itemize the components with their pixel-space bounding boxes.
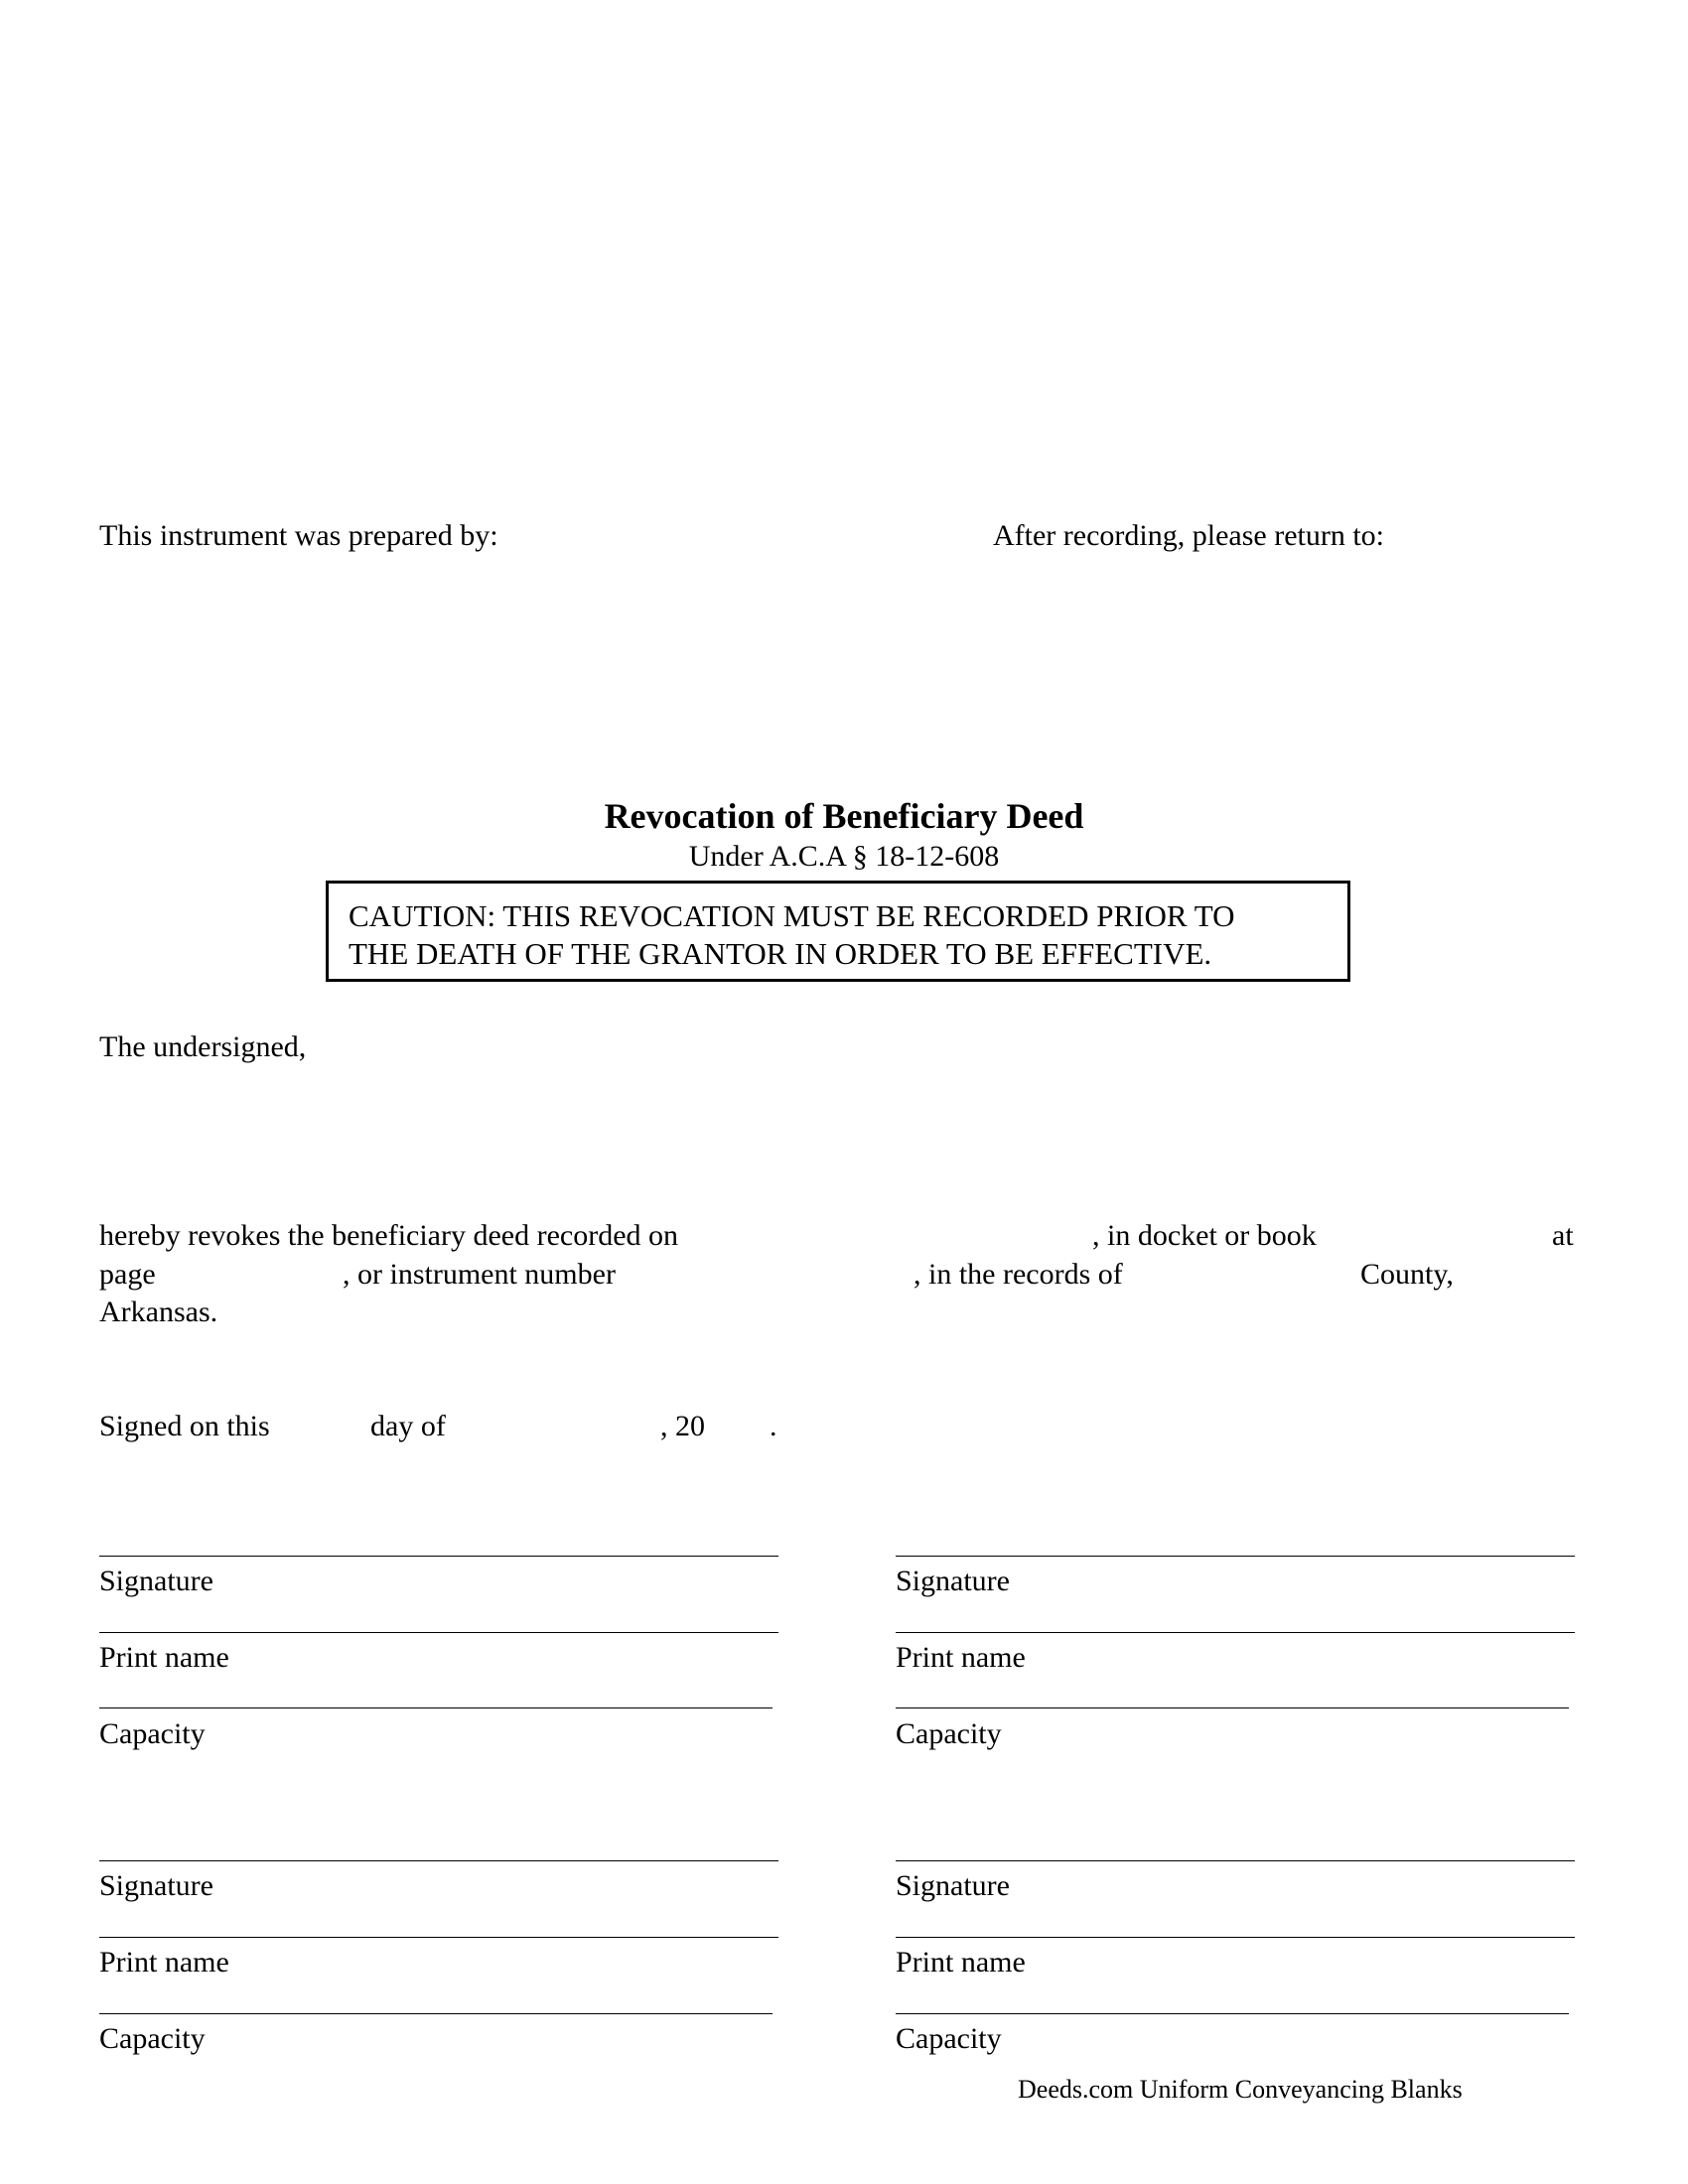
capacity-label: Capacity (99, 1717, 206, 1750)
undersigned-label: The undersigned, (99, 1030, 307, 1063)
print-name-label: Print name (99, 1946, 229, 1979)
print-name-line (896, 1632, 1575, 1633)
page-text: page (99, 1258, 156, 1291)
county-text: County, (1360, 1258, 1454, 1291)
instrument-number-text: , or instrument number (343, 1258, 616, 1291)
print-name-label: Print name (896, 1946, 1026, 1979)
print-name-line (896, 1937, 1575, 1938)
day-of-label: day of (370, 1410, 446, 1442)
print-name-label: Print name (99, 1641, 229, 1674)
capacity-label: Capacity (896, 1717, 1002, 1750)
signature-label: Signature (896, 1869, 1010, 1902)
capacity-line (896, 2013, 1569, 2014)
capacity-label: Capacity (99, 2022, 206, 2055)
statute-reference: Under A.C.A § 18-12-608 (688, 840, 1000, 873)
caution-line-2: THE DEATH OF THE GRANTOR IN ORDER TO BE EFFECTIVE. (349, 936, 1212, 971)
capacity-line (896, 1707, 1569, 1708)
capacity-label: Capacity (896, 2022, 1002, 2055)
prepared-by-label: This instrument was prepared by: (99, 519, 498, 552)
footer-source: Deeds.com Uniform Conveyancing Blanks (1018, 2075, 1463, 2104)
caution-box (326, 881, 1350, 982)
print-name-line (99, 1632, 778, 1633)
document-title: Revocation of Beneficiary Deed (604, 796, 1084, 836)
signed-period: . (770, 1410, 777, 1442)
return-to-label: After recording, please return to: (993, 519, 1384, 552)
signature-line (896, 1556, 1575, 1557)
state-text: Arkansas. (99, 1296, 218, 1328)
signature-label: Signature (99, 1869, 213, 1902)
signature-line (99, 1860, 778, 1861)
caution-line-1: CAUTION: THIS REVOCATION MUST BE RECORDED PRIOR TO (349, 898, 1235, 933)
capacity-line (99, 2013, 773, 2014)
records-text: , in the records of (914, 1258, 1123, 1291)
signature-label: Signature (99, 1565, 213, 1597)
at-text: at (1552, 1219, 1574, 1252)
print-name-label: Print name (896, 1641, 1026, 1674)
revokes-text: hereby revokes the beneficiary deed recorded on (99, 1219, 679, 1252)
print-name-line (99, 1937, 778, 1938)
signature-label: Signature (896, 1565, 1010, 1597)
signature-line (896, 1860, 1575, 1861)
capacity-line (99, 1707, 773, 1708)
signature-line (99, 1556, 778, 1557)
signed-on-label: Signed on this (99, 1410, 270, 1442)
docket-text: , in docket or book (1092, 1219, 1317, 1252)
year-prefix: , 20 (660, 1410, 705, 1442)
